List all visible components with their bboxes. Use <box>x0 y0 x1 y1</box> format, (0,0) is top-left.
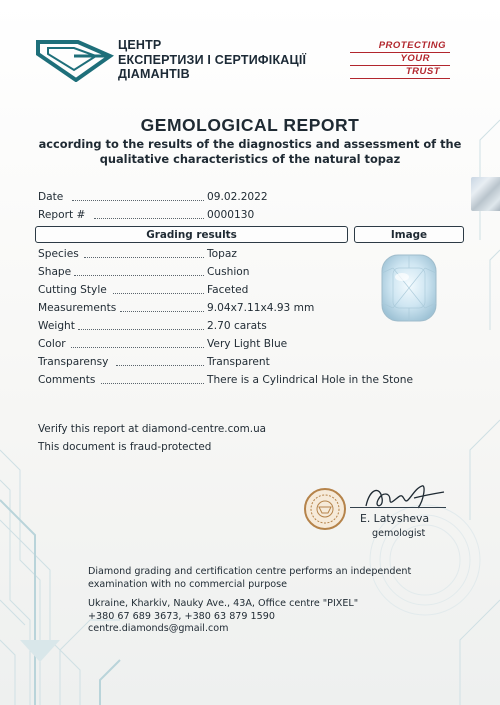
image-header: Image <box>354 226 464 243</box>
species-label: Species <box>38 248 79 260</box>
comments-value: There is a Cylindrical Hole in the Stone <box>207 374 413 386</box>
transparency-label: Transparensy <box>38 356 109 368</box>
slogan <box>350 40 450 79</box>
report-number-label: Report # <box>38 209 86 221</box>
slogan-line-1: PROTECTING <box>350 40 450 53</box>
shape-leader <box>74 275 204 276</box>
measurements-label: Measurements <box>38 302 117 314</box>
disclaimer-text: Diamond grading and certification centre performs an independent examination with no commercial purpose <box>88 566 412 590</box>
hologram-sticker <box>471 177 500 211</box>
shape-value: Cushion <box>207 266 250 278</box>
color-value: Very Light Blue <box>207 338 288 350</box>
official-seal-icon <box>303 487 347 531</box>
org-name-line-2: ЕКСПЕРТИЗИ І СЕРТИФІКАЦІЇ <box>118 52 307 67</box>
subtitle-line-2: qualitative characteristics of the natural topaz <box>99 152 401 166</box>
measurements-value: 9.04x7.11x4.93 mm <box>207 302 315 314</box>
contact-info <box>88 598 448 636</box>
topaz-stone-image <box>380 253 438 323</box>
grading-results-header: Grading results <box>35 226 348 243</box>
contact-address: Ukraine, Kharkiv, Nauky Ave., 43A, Office centre "PIXEL" <box>88 598 359 609</box>
weight-value: 2.70 carats <box>207 320 267 332</box>
report-number-leader <box>94 218 204 219</box>
cutting-style-leader <box>113 293 204 294</box>
comments-leader <box>101 383 204 384</box>
transparency-leader <box>116 365 204 366</box>
slogan-line-2: YOUR <box>350 53 450 66</box>
date-value: 09.02.2022 <box>207 191 268 203</box>
cutting-style-label: Cutting Style <box>38 284 107 296</box>
report-subtitle <box>30 137 470 167</box>
gemologist-signature <box>360 478 450 514</box>
comments-label: Comments <box>38 374 96 386</box>
date-label-row <box>38 191 63 203</box>
slogan-line-3: TRUST <box>350 66 450 79</box>
report-title: GEMOLOGICAL REPORT <box>140 115 360 135</box>
weight-leader <box>78 329 204 330</box>
org-name-line-1: ЦЕНТР <box>118 38 162 52</box>
contact-email: centre.diamonds@gmail.com <box>88 623 229 634</box>
org-name-line-3: ДІАМАНТІВ <box>118 67 190 81</box>
report-number-value: 0000130 <box>207 209 255 221</box>
color-leader <box>71 347 204 348</box>
signature-line <box>350 507 446 508</box>
species-value: Topaz <box>207 248 237 260</box>
verify-text: Verify this report at diamond-centre.com.ua <box>38 423 267 435</box>
measurements-leader <box>120 311 204 312</box>
company-logo <box>34 34 114 82</box>
subtitle-line-1: according to the results of the diagnostics and assessment of the <box>38 137 462 151</box>
species-leader <box>84 257 204 258</box>
weight-label: Weight <box>38 320 75 332</box>
transparency-value: Transparent <box>207 356 270 368</box>
signer-role: gemologist <box>372 528 426 539</box>
organization-name <box>118 38 306 82</box>
shape-label: Shape <box>38 266 72 278</box>
date-leader <box>72 200 204 201</box>
signer-name: E. Latysheva <box>360 512 430 525</box>
contact-phones: +380 67 689 3673, +380 63 879 1590 <box>88 610 275 622</box>
fraud-protected-text: This document is fraud-protected <box>38 441 212 453</box>
date-label: Date <box>38 191 64 203</box>
cutting-style-value: Faceted <box>207 284 249 296</box>
color-label: Color <box>38 338 66 350</box>
report-number-row <box>38 209 85 221</box>
